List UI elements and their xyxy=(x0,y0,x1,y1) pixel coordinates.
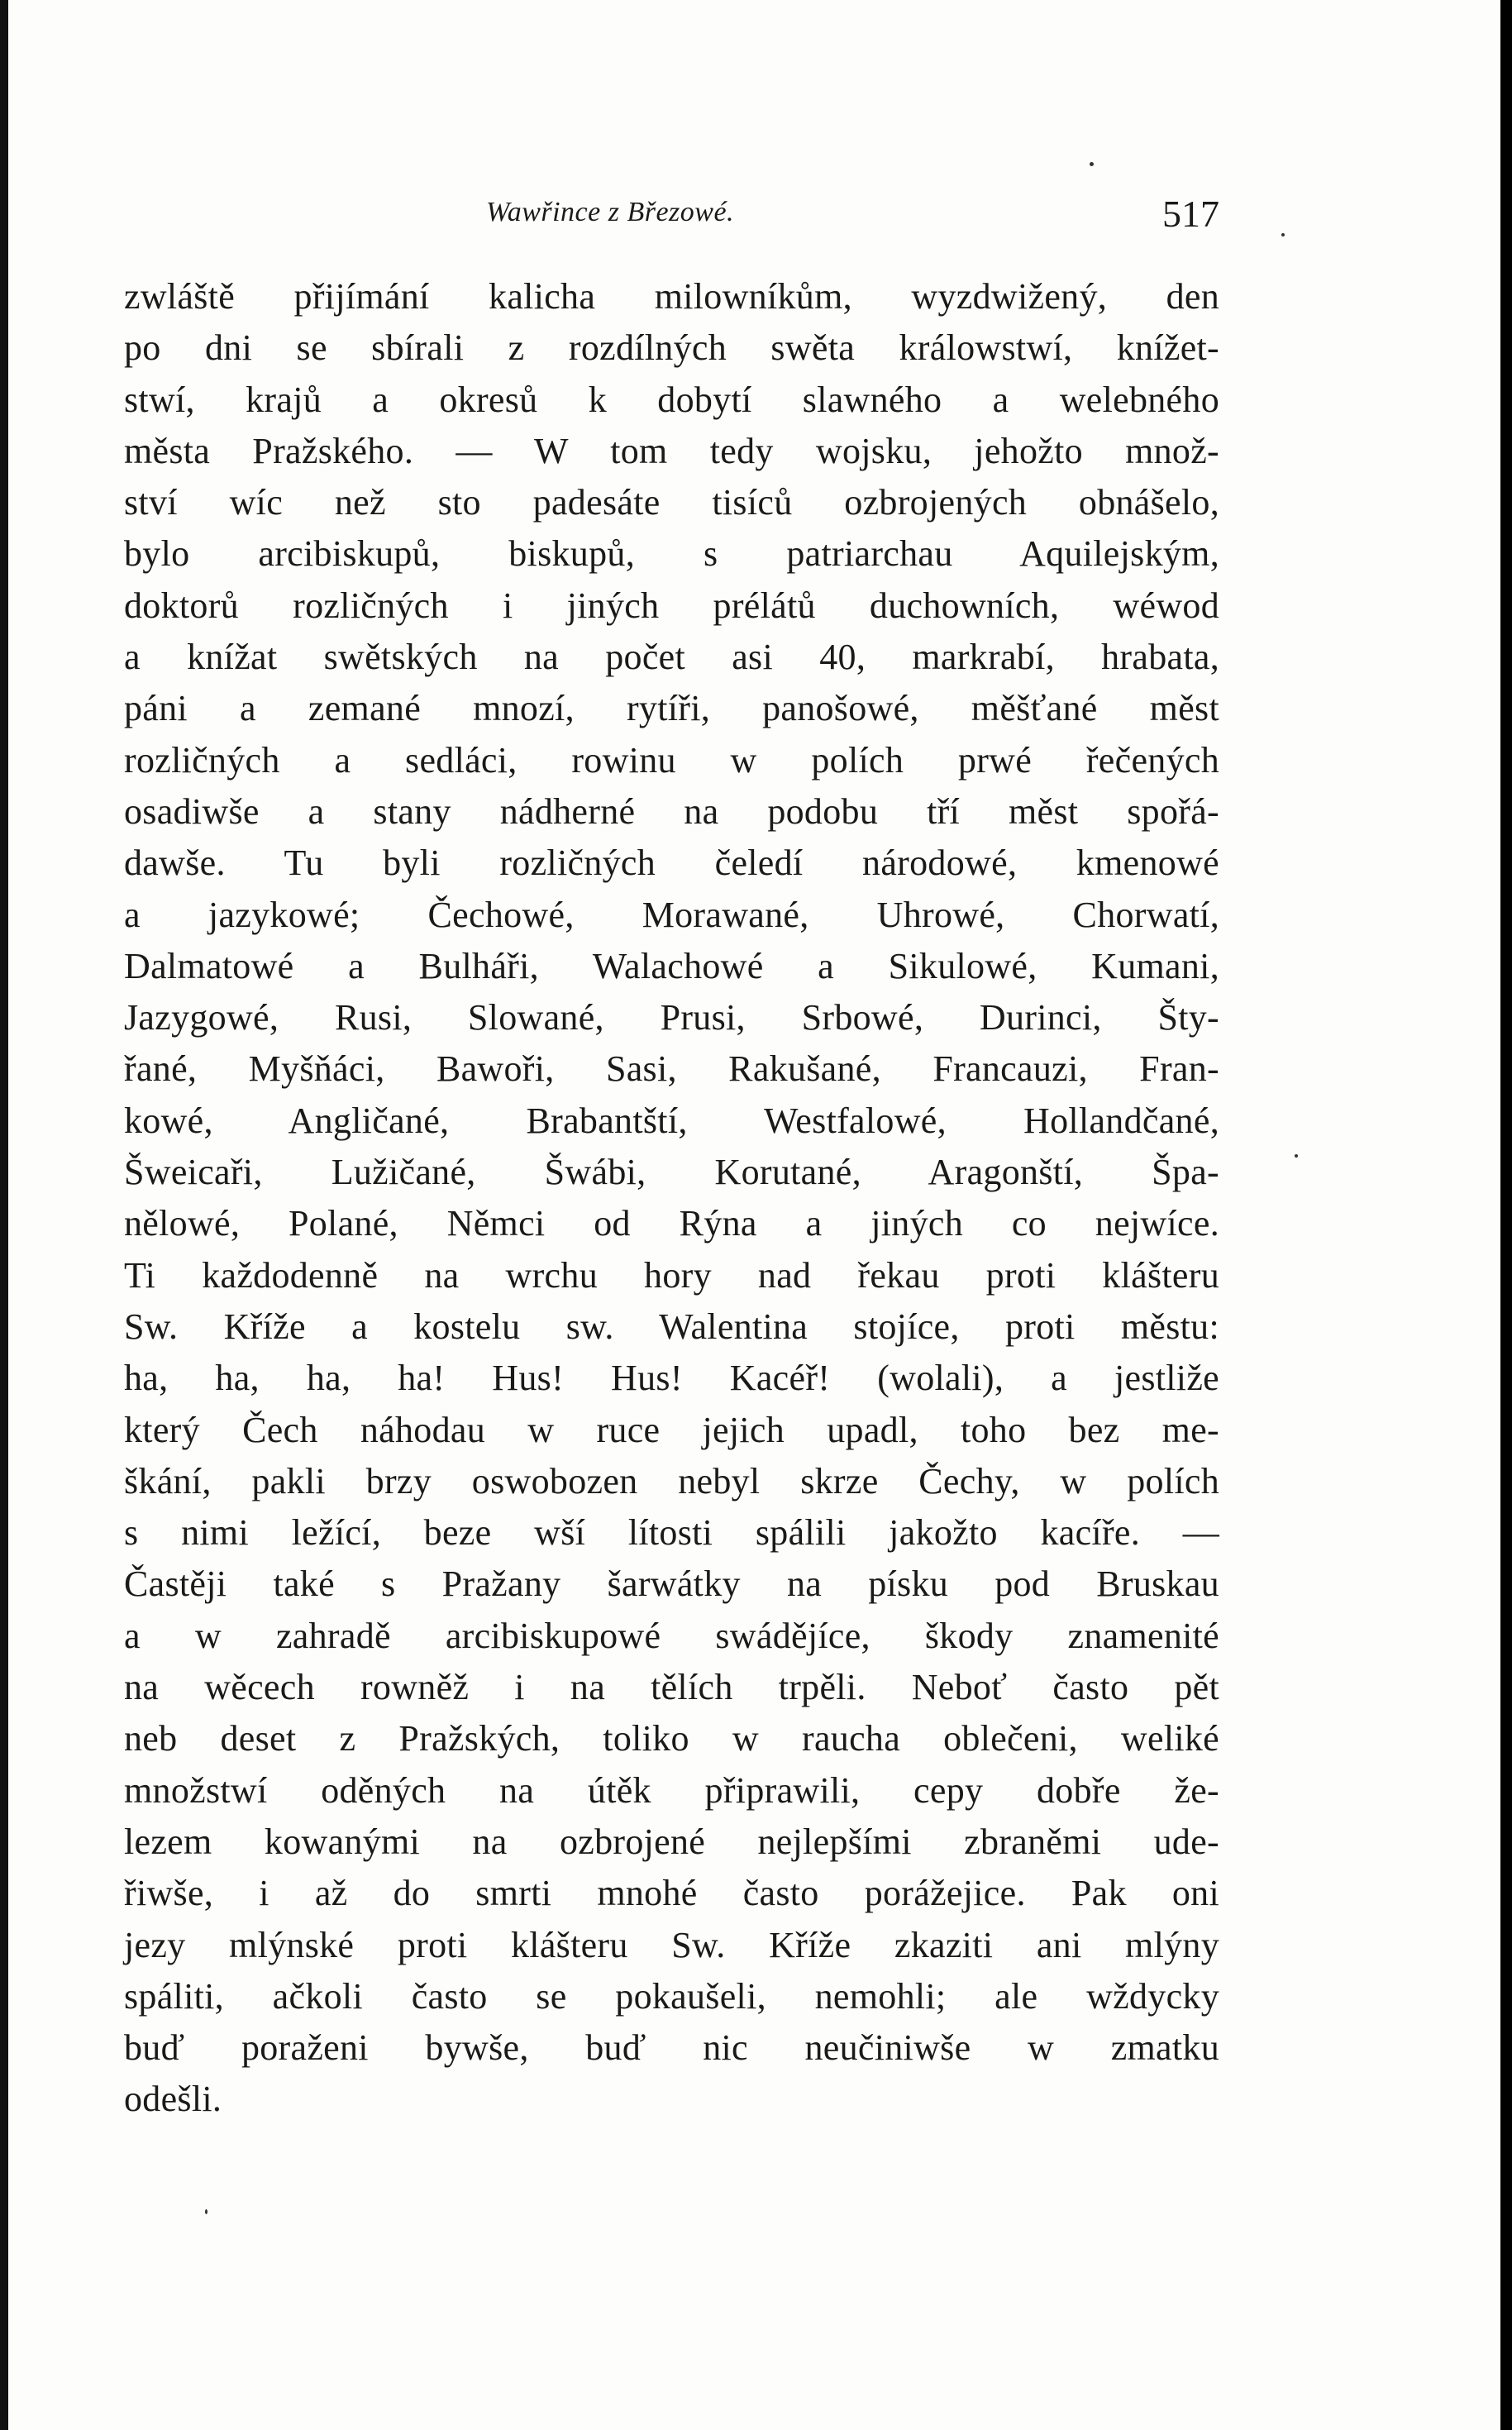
page-right-edge-shadow xyxy=(1500,0,1512,2430)
text-line: stwí, krajů a okresů k dobytí slawného a welebného xyxy=(124,379,1219,420)
text-line: Sw. Kříže a kostelu sw. Walentina stojíce, proti městu: xyxy=(124,1306,1219,1347)
text-line: neb deset z Pražských, toliko w raucha oblečeni, weliké xyxy=(124,1718,1219,1759)
text-line: Jazygowé, Rusi, Slowané, Prusi, Srbowé, Durinci, Šty- xyxy=(124,997,1219,1038)
page-number: 517 xyxy=(1162,193,1219,235)
text-line: na wěcech rowněž i na tělích trpěli. Neboť často pět xyxy=(124,1667,1219,1708)
text-line: doktorů rozličných i jiných prélátů duchowních, wéwod xyxy=(124,585,1219,626)
text-line: dawše. Tu byli rozličných čeledí národowé, kmenowé xyxy=(124,843,1219,884)
text-line: zwláště přijímání kalicha milowníkům, wyzdwižený, den xyxy=(124,276,1219,317)
body-paragraph xyxy=(124,271,1219,2126)
scan-speck xyxy=(1281,233,1285,236)
text-line: Šweicaři, Lužičané, Šwábi, Korutané, Aragonští, Špa- xyxy=(124,1152,1219,1193)
text-line: spáliti, ačkoli často se pokaušeli, nemohli; ale wždycky xyxy=(124,1975,1219,2017)
text-line: po dni se sbírali z rozdílných swěta králowstwí, knížet- xyxy=(124,327,1219,369)
scan-speck xyxy=(1090,162,1094,166)
page-left-edge-shadow xyxy=(0,0,8,2430)
text-line: který Čech náhodau w ruce jejich upadl, toho bez me- xyxy=(124,1409,1219,1450)
text-line: Dalmatowé a Bulháři, Walachowé a Sikulowé, Kumani, xyxy=(124,945,1219,986)
scan-speck xyxy=(205,2209,207,2214)
text-line: ha, ha, ha, ha! Hus! Hus! Kacéř! (wolali), a jestliže xyxy=(124,1358,1219,1399)
text-line: s nimi ležící, beze wší lítosti spálili jakožto kacíře. — xyxy=(124,1512,1219,1554)
text-line: množstwí oděných na útěk připrawili, cepy dobře že- xyxy=(124,1769,1219,1811)
text-line: nělowé, Polané, Němci od Rýna a jiných co nejwíce. xyxy=(124,1203,1219,1244)
text-line: lezem kowanými na ozbrojené nejlepšími zbraněmi ude- xyxy=(124,1821,1219,1862)
text-line: škání, pakli brzy oswobozen nebyl skrze Čechy, w polích xyxy=(124,1460,1219,1501)
text-line: řiwše, i až do smrti mnohé často porážejice. Pak oni xyxy=(124,1873,1219,1914)
text-line: města Pražského. — W tom tedy wojsku, jehožto množ- xyxy=(124,430,1219,471)
text-line: ství wíc než sto padesáte tisíců ozbrojených obnášelo, xyxy=(124,482,1219,523)
text-line: řané, Myšňáci, Bawoři, Sasi, Rakušané, Francauzi, Fran- xyxy=(124,1048,1219,1090)
text-line: Ti každodenně na wrchu hory nad řekau proti klášteru xyxy=(124,1254,1219,1296)
text-line: jezy mlýnské proti klášteru Sw. Kříže zkaziti ani mlýny xyxy=(124,1924,1219,1965)
text-line: kowé, Angličané, Brabantští, Westfalowé, Hollandčané, xyxy=(124,1100,1219,1141)
text-line: buď poraženi bywše, buď nic neučiniwše w zmatku xyxy=(124,2027,1219,2069)
text-line: a jazykowé; Čechowé, Morawané, Uhrowé, Chorwatí, xyxy=(124,894,1219,935)
text-line: odešli. xyxy=(124,2079,222,2120)
text-line: osadiwše a stany nádherné na podobu tří měst spořá- xyxy=(124,790,1219,832)
text-line: a w zahradě arcibiskupowé swádějíce, škody znamenité xyxy=(124,1615,1219,1656)
scan-speck xyxy=(1295,1154,1298,1158)
text-line: bylo arcibiskupů, biskupů, s patriarchau Aquilejským, xyxy=(124,533,1219,575)
text-line: rozličných a sedláci, rowinu w polích prwé řečených xyxy=(124,739,1219,781)
text-line: páni a zemané mnozí, rytíři, panošowé, měšťané měst xyxy=(124,688,1219,729)
text-line: a knížat swětských na počet asi 40, markrabí, hrabata, xyxy=(124,637,1219,678)
text-line: Častěji také s Pražany šarwátky na písku pod Bruskau xyxy=(124,1564,1219,1605)
page-header xyxy=(124,193,1219,246)
running-head: Wawřince z Březowé. xyxy=(486,197,735,227)
